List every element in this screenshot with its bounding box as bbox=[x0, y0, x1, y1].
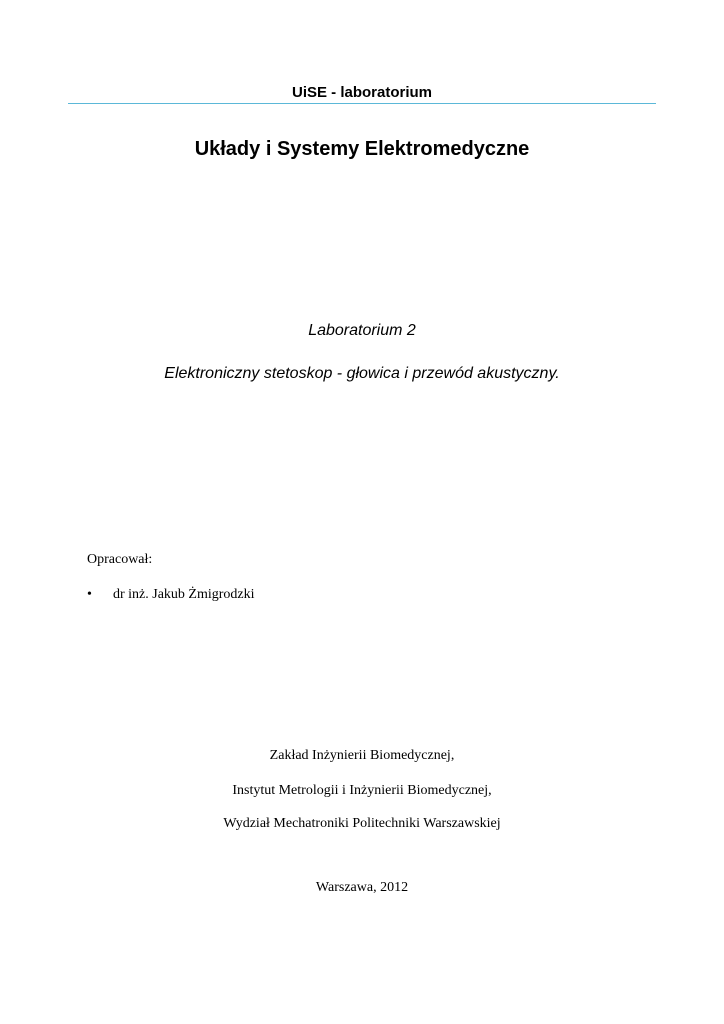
header-title: UiSE - laboratorium bbox=[291, 84, 433, 101]
affiliation-faculty: Wydział Mechatroniki Politechniki Warszawskiej bbox=[223, 816, 501, 831]
affiliation-institute: Instytut Metrologii i Inżynierii Biomedycznej, bbox=[232, 783, 492, 798]
author-list-item bbox=[87, 586, 255, 603]
affiliation-department: Zakład Inżynierii Biomedycznej, bbox=[269, 748, 455, 763]
bullet-icon: • bbox=[87, 587, 92, 602]
lab-number: Laboratorium 2 bbox=[308, 322, 416, 339]
lab-subject: Elektroniczny stetoskop - głowica i przewód akustyczny. bbox=[164, 365, 560, 382]
prepared-by-label: Opracował: bbox=[87, 552, 153, 567]
course-title: Układy i Systemy Elektromedyczne bbox=[194, 138, 530, 160]
author-name: dr inż. Jakub Żmigrodzki bbox=[113, 587, 255, 602]
header-divider bbox=[68, 103, 656, 104]
place-and-date: Warszawa, 2012 bbox=[315, 880, 409, 895]
